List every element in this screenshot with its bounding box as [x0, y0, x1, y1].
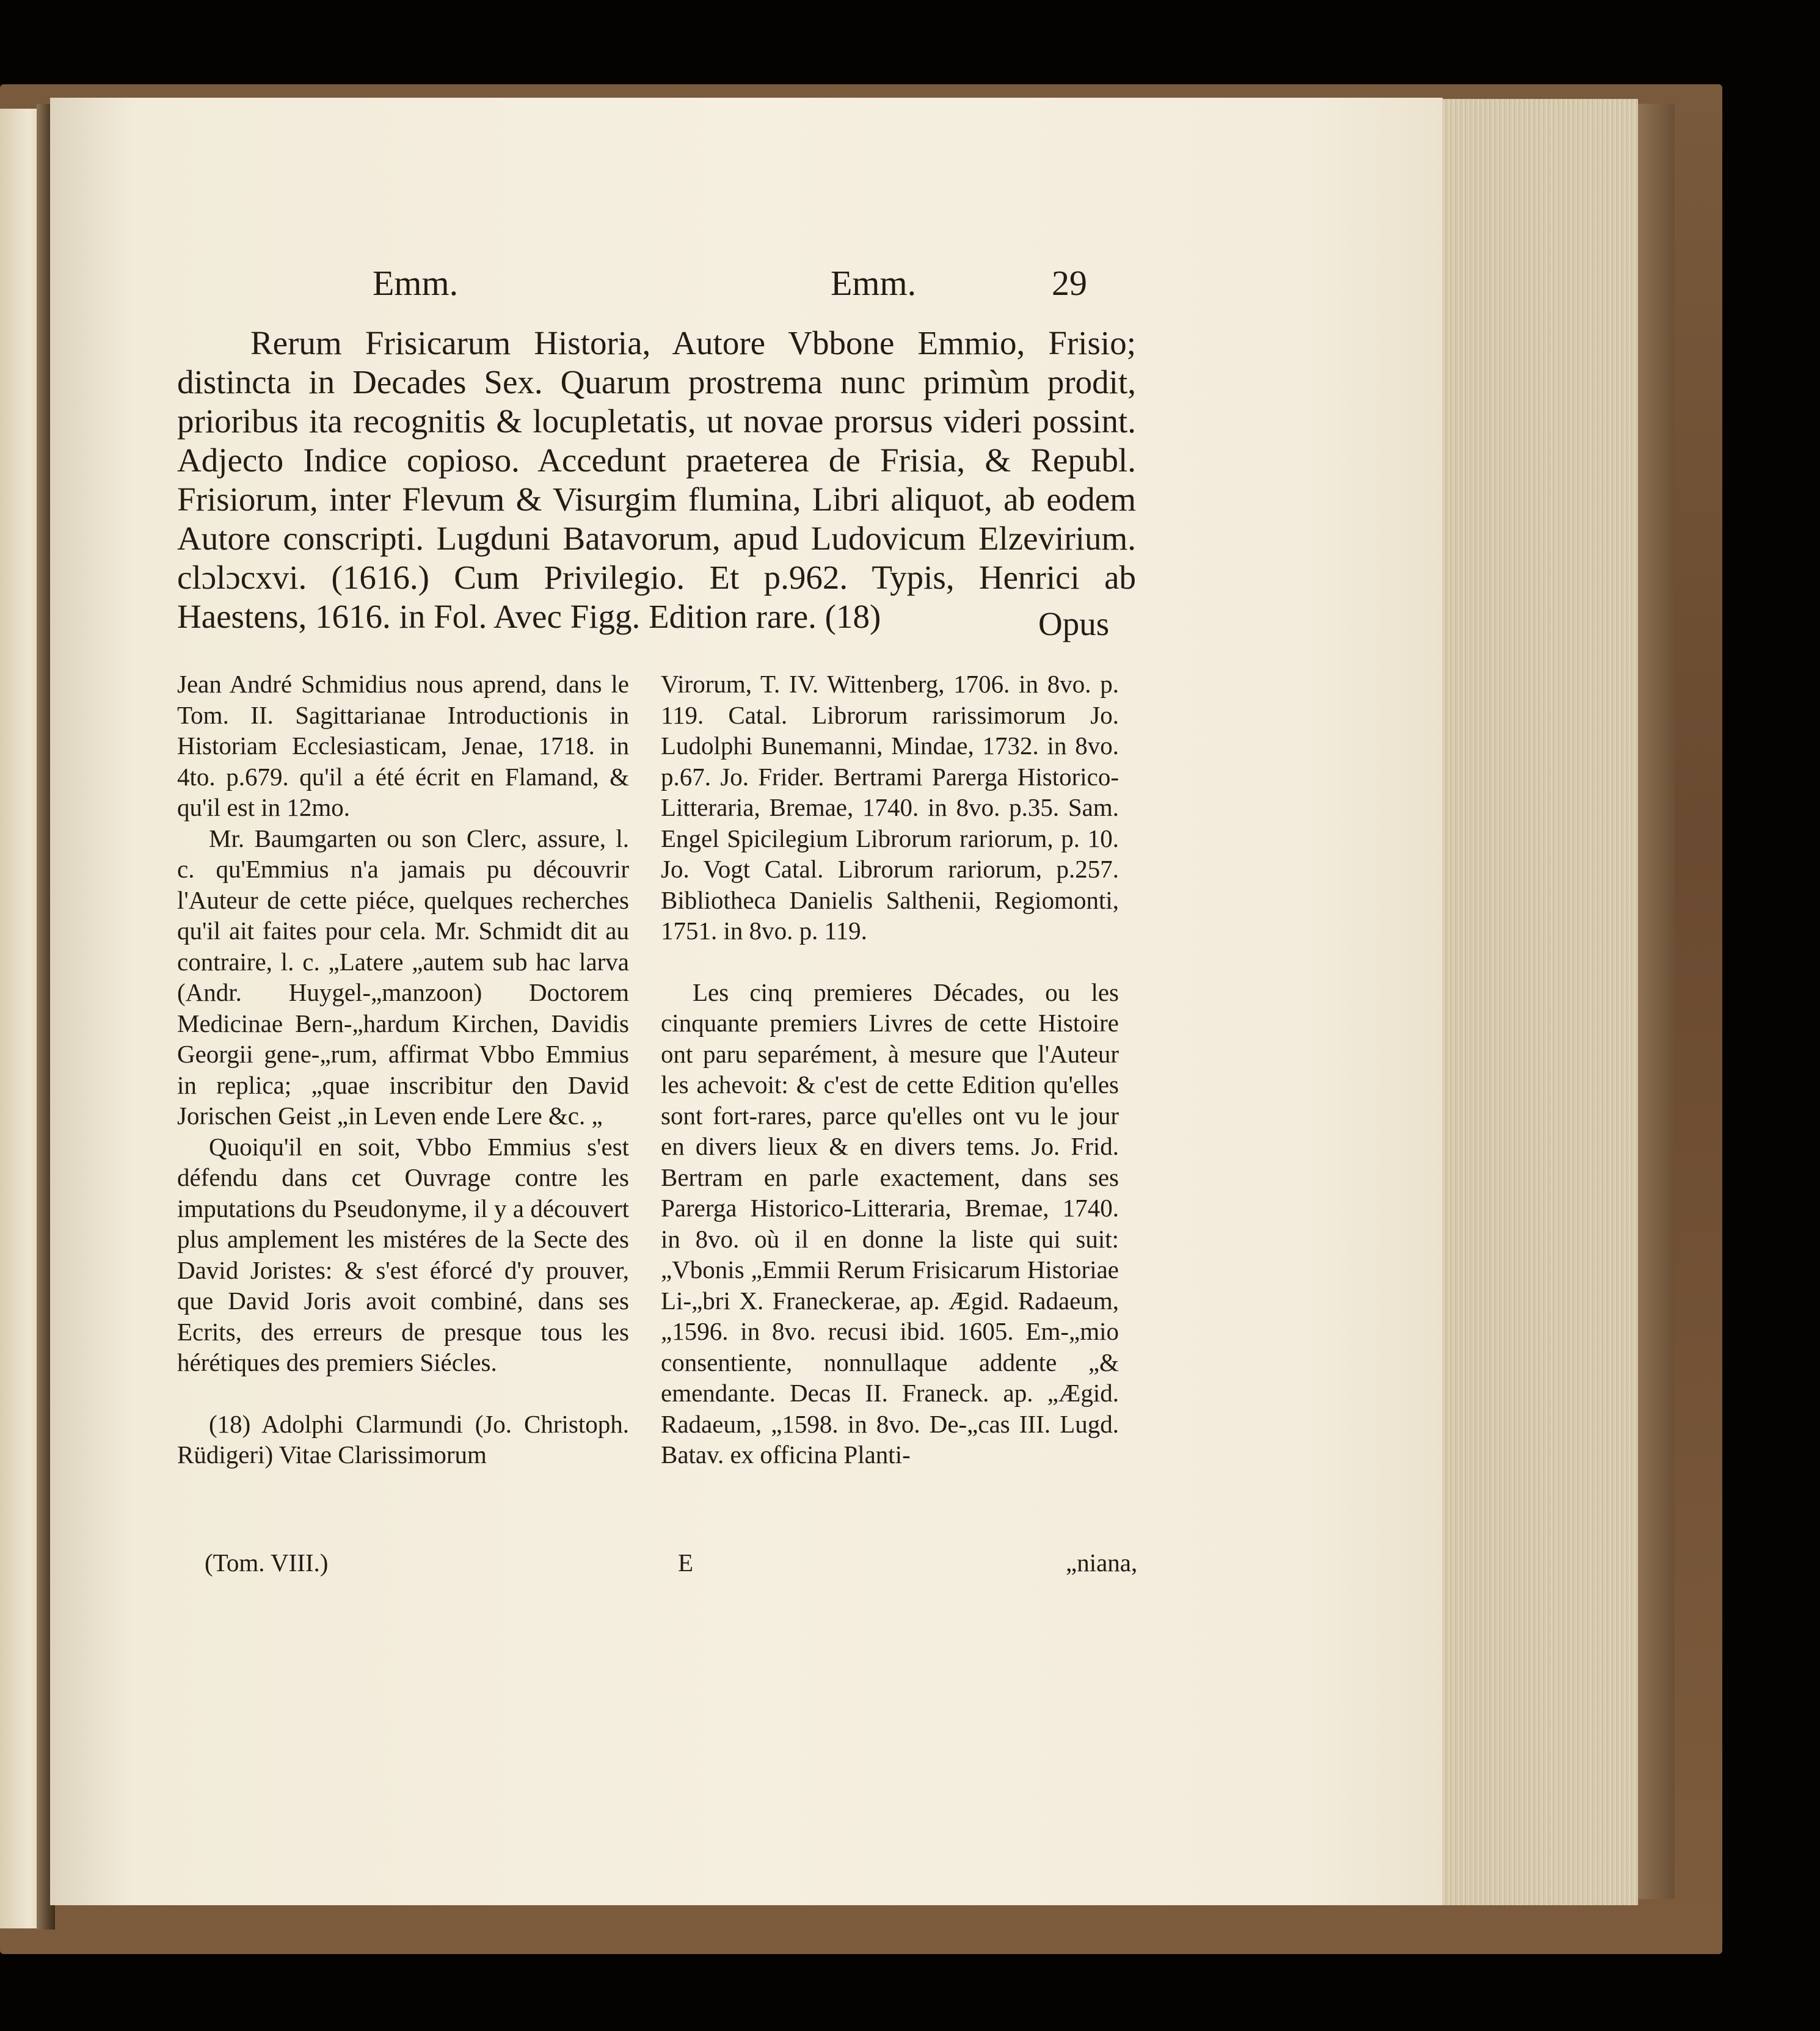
running-head-center: Emm. [831, 263, 917, 303]
right-paragraph-2: Les cinq premieres Décades, ou les cinquante premiers Livres de cette Histoire ont paru separément, à mesure que l'Auteur les achevoit: & c'est de cette Edition qu'elles sont fort-rares, parce qu'elles ont vu le jour en divers lieux & en divers tems. Jo. Frid. Bertram en parle exactement, dans ses Parerga Historico-Litteraria, Bremae, 1740. in 8vo. où il en donne la liste qui suit: „Vbonis „Emmii Rerum Frisicarum Historiae Li-„bri X. Franeckerae, ap. Ægid. Radaeum, „1596. in 8vo. recusi ibid. 1605. Em-„mio consentiente, nonnullaque addente „& emendante. Decas II. Franeck. ap. „Ægid. Radaeum, „1598. in 8vo. De-„cas III. Lugd. Batav. ex officina Planti- [661, 978, 1119, 1469]
page-edges [1443, 99, 1638, 1905]
catchword-top: Opus [1038, 605, 1110, 642]
running-head-left: Emm. [373, 263, 459, 303]
main-entry: Rerum Frisicarum Historia, Autore Vbbone Emmio, Frisio; distincta in Decades Sex. Quarum prostrema nunc primùm prodit, prioribus ita recognitis & locupletatis, ut novae prorsus videri possint. Adjecto Indice copioso. Accedunt praeterea de Frisia, & Republ. Frisiorum, inter Flevum & Visurgim flumina, Libri aliquot, ab eodem Autore conscripti. Lugduni Batavorum, apud Ludovicum Elzevirium. clɔlɔcxvi. (1616.) Cum Privilegio. Et p.962. Typis, Henrici ab Haestens, 1616. in Fol. Avec Figg. Edition rare. (18) [177, 324, 1136, 635]
catchword-right: „niana, [1066, 1549, 1138, 1577]
left-paragraph-3: Quoiqu'il en soit, Vbbo Emmius s'est défendu dans cet Ouvrage contre les imputations du Pseudonyme, il y a découvert plus amplement les mistéres de la Secte des David Joristes: & s'est éforcé d'y prouver, que David Joris avoit combiné, dans ses Ecrits, des erreurs de presque tous les hérétiques des premiers Siécles. [177, 1132, 629, 1376]
left-column [177, 669, 629, 1470]
catchword-left: (Tom. VIII.) [205, 1549, 329, 1577]
left-paragraph-1: Jean André Schmidius nous aprend, dans le Tom. II. Sagittarianae Introductionis in Historiam Ecclesiasticam, Jenae, 1718. in 4to. p.679. qu'il a été écrit en Flamand, & qu'il est in 12mo. [177, 670, 629, 821]
page-number: 29 [1052, 263, 1087, 303]
cover-edge [1638, 104, 1675, 1899]
right-column [661, 669, 1119, 1470]
left-paragraph-2: Mr. Baumgarten ou son Clerc, assure, l. c. qu'Emmius n'a jamais pu découvrir l'Auteur de cette piéce, quelques recherches qu'il ait faites pour cela. Mr. Schmidt dit au contraire, l. c. „Latere „autem sub hac larva (Andr. Huygel-„manzoon) Doctorem Medicinae Bern-„hardum Kirchen, Davidis Georgii gene-„rum, affirmat Vbbo Emmius in replica; „quae inscribitur den David Jorischen Geist „in Leven ende Lere &c. „ [177, 824, 629, 1130]
footnote-18: (18) Adolphi Clarmundi (Jo. Christoph. Rüdigeri) Vitae Clarissimorum [177, 1409, 629, 1469]
right-paragraph-1: Virorum, T. IV. Wittenberg, 1706. in 8vo. p. 119. Catal. Librorum rarissimorum Jo. Ludolphi Bunemanni, Mindae, 1732. in 8vo. p.67. Jo. Frider. Bertrami Parerga Historico-Litteraria, Bremae, 1740. in 8vo. p.35. Sam. Engel Spicilegium Librorum rariorum, p. 10. Jo. Vogt Catal. Librorum rariorum, p.257. Bibliotheca Danielis Salthenii, Regiomonti, 1751. in 8vo. p. 119. [661, 670, 1119, 945]
signature-mark: E [678, 1549, 694, 1577]
